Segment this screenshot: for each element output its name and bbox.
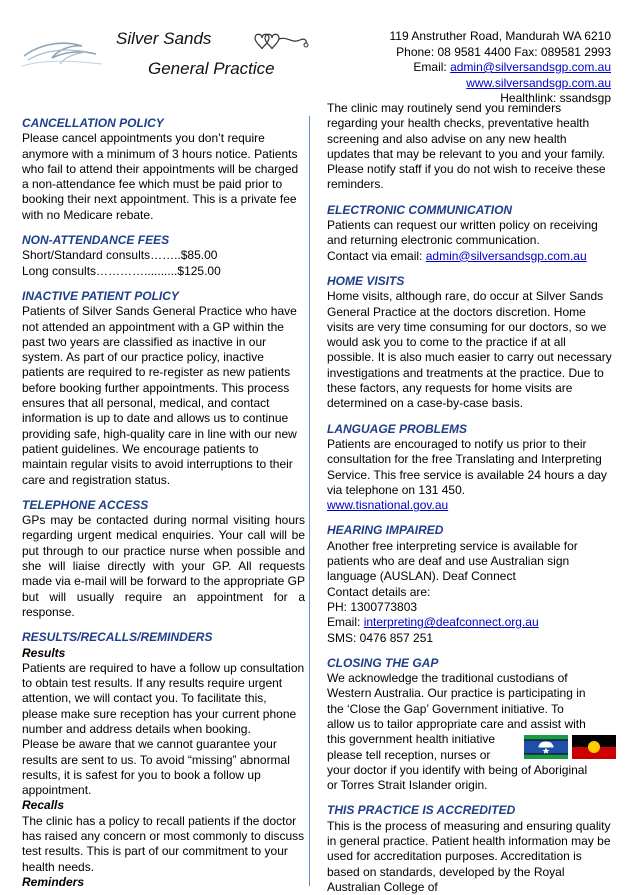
fee-short: Short/Standard consults……..$85.00 [22,248,218,263]
website-link[interactable]: www.silversandsgp.com.au [466,75,611,90]
cancellation-heading: CANCELLATION POLICY [22,116,164,130]
recalls-body: The clinic has a policy to recall patients if the doctor has raised any concern or most commonly to discuss test results. This is part of our commitment to your health needs. [22,813,305,874]
email-line [311,60,611,76]
email-link[interactable]: admin@silversandsgp.com.au [450,60,611,74]
address: 119 Anstruther Road, Mandurah WA 6210 [389,29,611,43]
deafconnect-email-link[interactable]: interpreting@deafconnect.org.au [363,615,539,630]
gap-line: this government health initiative [327,732,496,747]
accredited-heading: THIS PRACTICE IS ACCREDITED [327,803,516,818]
recalls-subheading: Recalls [22,798,65,813]
heart-stethoscope-icon [252,30,312,54]
hearing-sms: SMS: 0476 857 251 [327,630,434,645]
tis-website-link[interactable]: www.tisnational.gov.au [327,498,449,513]
healthlink: Healthlink: ssandsgp [500,91,611,105]
right-column [327,101,612,895]
gap-line: allow us to tailor appropriate care and assist with [327,716,586,731]
home-visits-heading: HOME VISITS [327,273,405,288]
gap-line: Western Australia. Our practice is participating in [327,686,586,701]
gap-line: please tell reception, nurses or [327,747,491,762]
gap-line: or Torres Strait Islander origin. [327,778,488,793]
hearing-email [327,615,612,630]
results-subheading: Results [22,645,66,660]
contact-block [311,29,611,107]
email-label: Email: [413,60,447,74]
aboriginal-flag-icon [572,735,616,759]
phone-fax: Phone: 08 9581 4400 Fax: 089581 2993 [396,44,611,59]
home-visits-body: Home visits, although rare, do occur at Silver Sands General Practice at the doctors discretion. Home visits are very time consuming for our doctors, so we would ask you to come to the practice if at all possible. It is also much easier to carry out necessary investigations and treatments at the practice. Due to these factors, any requests for home visits are determined on a case-by-case basis. [327,289,612,411]
flags [524,735,616,759]
brand-name-line1: Silver Sands [116,29,212,48]
cancellation-body: Please cancel appointments you don’t require anymore with a minimum of 3 hours notice. Patients who fail to attend their appointments will be charged a non-attendance fee which must be paid prior to booking their next appointment. This is a private fee with no Medicare rebate. [22,131,299,222]
telephone-body: GPs may be contacted during normal visiting hours regarding urgent medical enquiries. Your call will be put through to our practice nurse when possible and she will liaise directly with your GP. All requests made via e-mail will be forward to the appropriate GP but will usually require an appointment for a response. [22,513,305,619]
gap-line: We acknowledge the traditional custodians of [327,671,568,686]
column-divider [309,116,310,886]
hearing-body: Another free interpreting service is available for patients who are deaf and use Australian sign language (AUSLAN). Deaf Connect [327,538,578,584]
electronic-contact-prefix: Contact via email: [327,248,426,263]
gap-line: your doctor if you identify with being of Aboriginal [327,762,588,777]
electronic-body: Patients can request our written policy on receiving and returning electronic communication. [327,218,598,248]
hearing-phone: PH: 1300773803 [327,599,418,614]
language-body: Patients are encouraged to notify us prior to their consultation for the free Translating and Interpreting Service. This free service is available 24 hours a day via telephone on 131 450. [327,436,607,497]
gap-line: the ‘Close the Gap’ Government initiative. To [327,701,564,716]
language-heading: LANGUAGE PROBLEMS [327,421,468,436]
inactive-body: Patients of Silver Sands General Practice who have not attended an appointment with a GP within the past two years are classified as inactive in our system. As part of our practice policy, inactive patients are required to re-register as new patients before booking further appointments. This process ensures that all personal, medical, and contact information is up to date and allows us to continue providing safe, high-quality care in line with our new patient guidelines. We encourage patients to maintain regular visits to avoid interruptions to their care and registration status. [22,304,297,487]
electronic-heading: ELECTRONIC COMMUNICATION [327,202,513,217]
brand-name-line2: General Practice [148,59,275,78]
telephone-heading: TELEPHONE ACCESS [22,497,149,512]
practice-logo [22,20,322,88]
gap-heading: CLOSING THE GAP [327,655,439,670]
left-column [22,116,305,890]
hearing-email-prefix: Email: [327,615,364,630]
fee-long: Long consults…………..........$125.00 [22,263,221,278]
inactive-heading: INACTIVE PATIENT POLICY [22,288,179,303]
electronic-contact [327,249,612,264]
accredited-body: This is the process of measuring and ensuring quality in general practice. Patient health information may be used for accreditation purposes. Accreditation is based on standards, developed by the Royal Australian College of [327,818,611,894]
results-paragraph-2: Please be aware that we cannot guarantee your results are sent to us. To avoid “missing” abnormal results, it is safest for you to book a follow up appointment. [22,737,290,798]
results-heading: RESULTS/RECALLS/REMINDERS [22,630,213,645]
reminders-body: The clinic may routinely send you reminders regarding your health checks, preventative health screening and also advise on any new health updates that may be relevant to you and your family. Please notify staff if you do not wish to receive these reminders. [327,101,606,192]
reminders-subheading: Reminders [22,874,85,889]
hearing-heading: HEARING IMPAIRED [327,523,444,538]
hearing-contact-label: Contact details are: [327,584,431,599]
results-paragraph-1: Patients are required to have a follow up consultation to obtain test results. If any results require urgent attention, we will contact you. To facilitate this, please make sure reception has your current phone number and address details when booking. [22,660,305,736]
fees-heading: NON-ATTENDANCE FEES [22,233,170,248]
torres-strait-flag-icon [524,735,568,759]
electronic-email-link[interactable]: admin@silversandsgp.com.au [425,248,587,263]
